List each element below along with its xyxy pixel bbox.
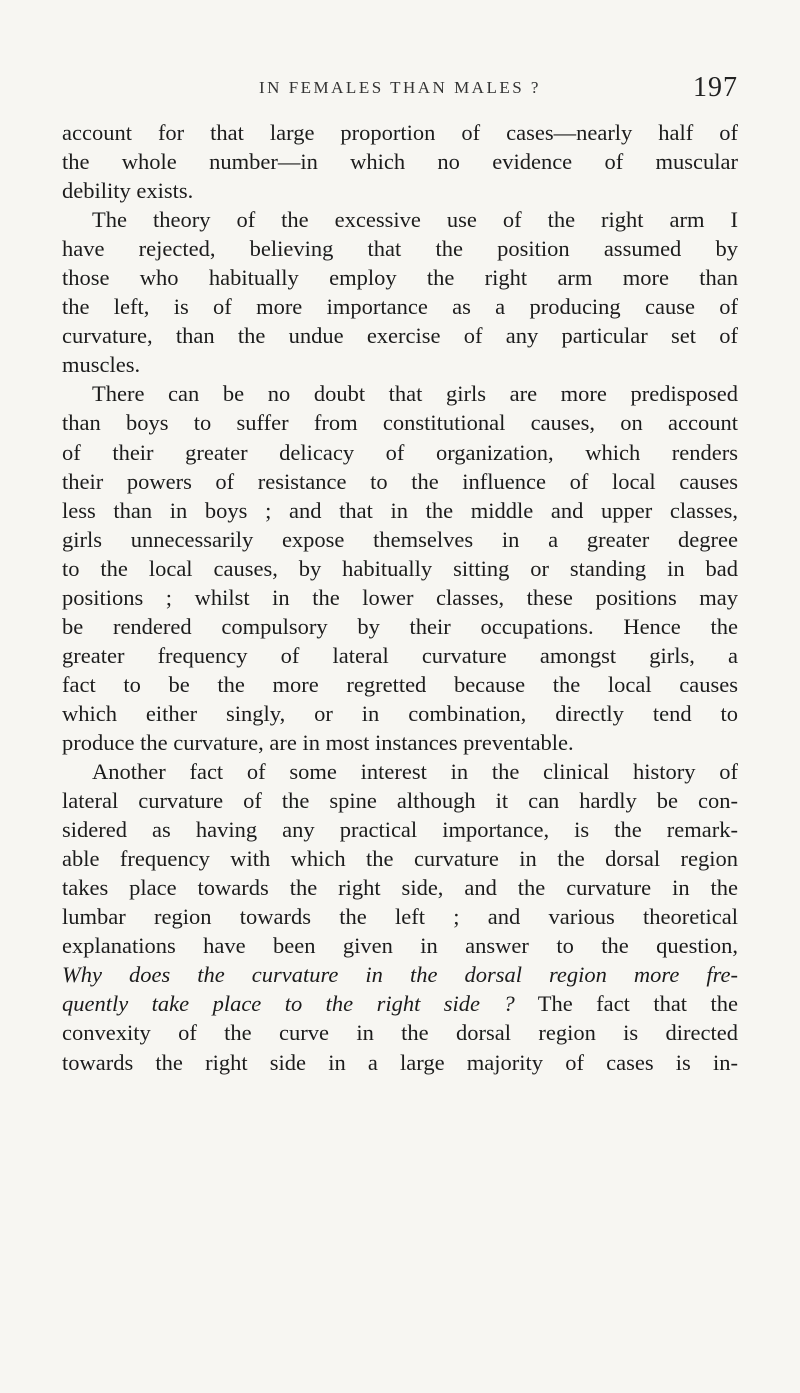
text-line: than boys to suffer from constitutional causes, on account — [62, 410, 738, 436]
text-line: Another fact of some interest in the clinical history of — [92, 759, 738, 785]
text-line: girls unnecessarily expose themselves in a greater degree — [62, 526, 738, 552]
text-line: greater frequency of lateral curvature amongst girls, a — [62, 642, 738, 668]
italic-question: quently take place to the right side ? — [62, 991, 515, 1017]
text-line: positions ; whilst in the lower classes, these positions may — [62, 584, 738, 610]
text-line: have rejected, believing that the position assumed by — [62, 236, 738, 262]
text-line: takes place towards the right side, and the curvature in the — [62, 875, 738, 901]
text-line: the left, is of more importance as a producing cause of — [62, 294, 738, 320]
italic-question: Why does the curvature in the dorsal region more fre- — [62, 962, 738, 988]
text-line: explanations have been given in answer to the question, — [62, 933, 738, 959]
text-line: The theory of the excessive use of the right arm I — [92, 207, 738, 233]
text-line: debility exists. — [62, 178, 194, 204]
text-line: lateral curvature of the spine although it can hardly be con- — [62, 788, 738, 814]
page-number: 197 — [693, 72, 738, 103]
text-line: towards the right side in a large majority of cases is in- — [62, 1049, 738, 1075]
text-line: curvature, than the undue exercise of any particular set of — [62, 323, 738, 349]
text-line: those who habitually employ the right arm more than — [62, 265, 738, 291]
text-line: There can be no doubt that girls are more predisposed — [92, 381, 738, 407]
body-text — [62, 118, 738, 1077]
text-line: to the local causes, by habitually sitting or standing in bad — [62, 555, 738, 581]
text-line: sidered as having any practical importance, is the remark- — [62, 817, 738, 843]
text-line: able frequency with which the curvature in the dorsal region — [62, 846, 738, 872]
text-line: muscles. — [62, 352, 141, 378]
text-line: the whole number—in which no evidence of muscular — [62, 149, 738, 175]
text-line: account for that large proportion of cases—nearly half of — [62, 120, 738, 145]
text-line: be rendered compulsory by their occupations. Hence the — [62, 613, 738, 639]
text-line: which either singly, or in combination, directly tend to — [62, 700, 738, 726]
text-line: of their greater delicacy of organization, which renders — [62, 439, 738, 465]
text-line: fact to be the more regretted because the local causes — [62, 671, 738, 697]
text-line: produce the curvature, are in most instances preventable. — [62, 729, 574, 755]
text-line: their powers of resistance to the influence of local causes — [62, 468, 738, 494]
running-head — [62, 72, 738, 112]
text-line: convexity of the curve in the dorsal region is directed — [62, 1020, 738, 1046]
text-line: quently take place to the right side ? The fact that the — [62, 991, 738, 1017]
text-line: lumbar region towards the left ; and various theoretical — [62, 904, 738, 930]
text-line: less than in boys ; and that in the middle and upper classes, — [62, 497, 738, 523]
running-title: IN FEMALES THAN MALES ? — [259, 78, 541, 97]
text-line — [62, 960, 738, 989]
